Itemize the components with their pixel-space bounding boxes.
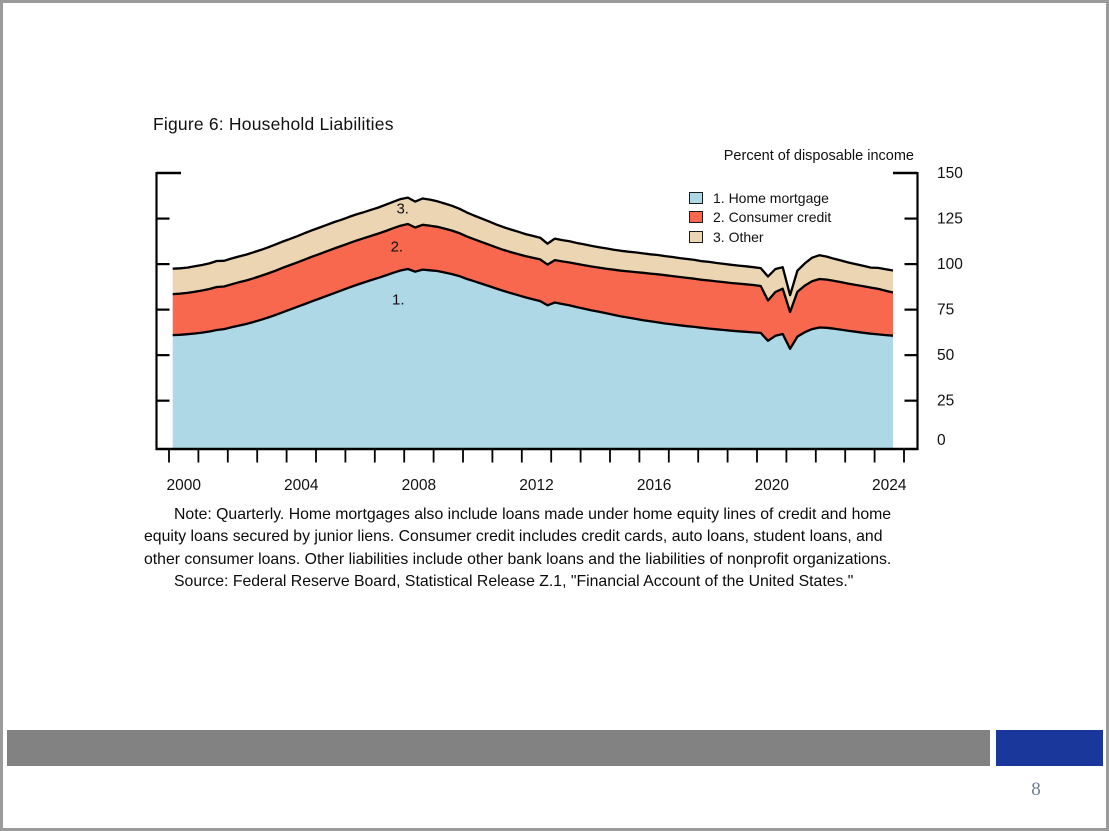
legend-label: 2. Consumer credit [713, 209, 832, 226]
legend-item-other [689, 227, 831, 247]
page-number: 8 [1031, 779, 1041, 800]
figure-notes [144, 504, 910, 593]
svg-text:150: 150 [937, 165, 963, 183]
figure-title: Figure 6: Household Liabilities [153, 114, 394, 134]
svg-text:2008: 2008 [401, 477, 437, 494]
svg-text:50: 50 [937, 347, 955, 365]
svg-text:2016: 2016 [636, 477, 672, 494]
legend-swatch-other [689, 231, 703, 243]
legend-item-consumer-credit [689, 208, 831, 228]
svg-text:125: 125 [937, 210, 963, 228]
legend-item-home-mortgage [689, 188, 831, 208]
source-text: Source: Federal Reserve Board, Statistical Release Z.1, "Financial Account of the United States." [174, 572, 854, 590]
svg-text:2004: 2004 [284, 477, 319, 494]
legend-label: 3. Other [713, 228, 764, 245]
x-axis-labels [166, 477, 906, 494]
svg-text:0: 0 [937, 432, 946, 450]
legend-label: 1. Home mortgage [713, 189, 829, 206]
svg-text:100: 100 [937, 256, 963, 274]
svg-text:2020: 2020 [754, 477, 789, 494]
chart-legend [689, 188, 831, 247]
svg-text:2.: 2. [390, 238, 404, 256]
svg-text:2024: 2024 [872, 477, 907, 494]
y-axis-unit-label: Percent of disposable income [723, 148, 914, 164]
legend-swatch-home-mortgage [689, 192, 703, 204]
household-liabilities-chart [3, 3, 1109, 831]
footer-gray-bar [7, 730, 990, 766]
legend-swatch-consumer-credit [689, 211, 703, 223]
svg-text:25: 25 [937, 392, 955, 410]
note-text: Note: Quarterly. Home mortgages also include loans made under home equity lines of credit and home equity loans secured by junior liens. Consumer credit includes credit cards, auto loans, student loans, and other consumer loans. Other liabilities include other bank loans and the liabilities of nonprofit organizations. [144, 506, 892, 568]
y-axis-labels [937, 165, 963, 449]
svg-text:3.: 3. [396, 200, 409, 218]
footer-accent-bar [996, 730, 1103, 766]
svg-text:2000: 2000 [166, 477, 201, 494]
svg-text:2012: 2012 [519, 477, 554, 494]
svg-text:1.: 1. [392, 291, 405, 309]
svg-text:75: 75 [937, 301, 955, 319]
